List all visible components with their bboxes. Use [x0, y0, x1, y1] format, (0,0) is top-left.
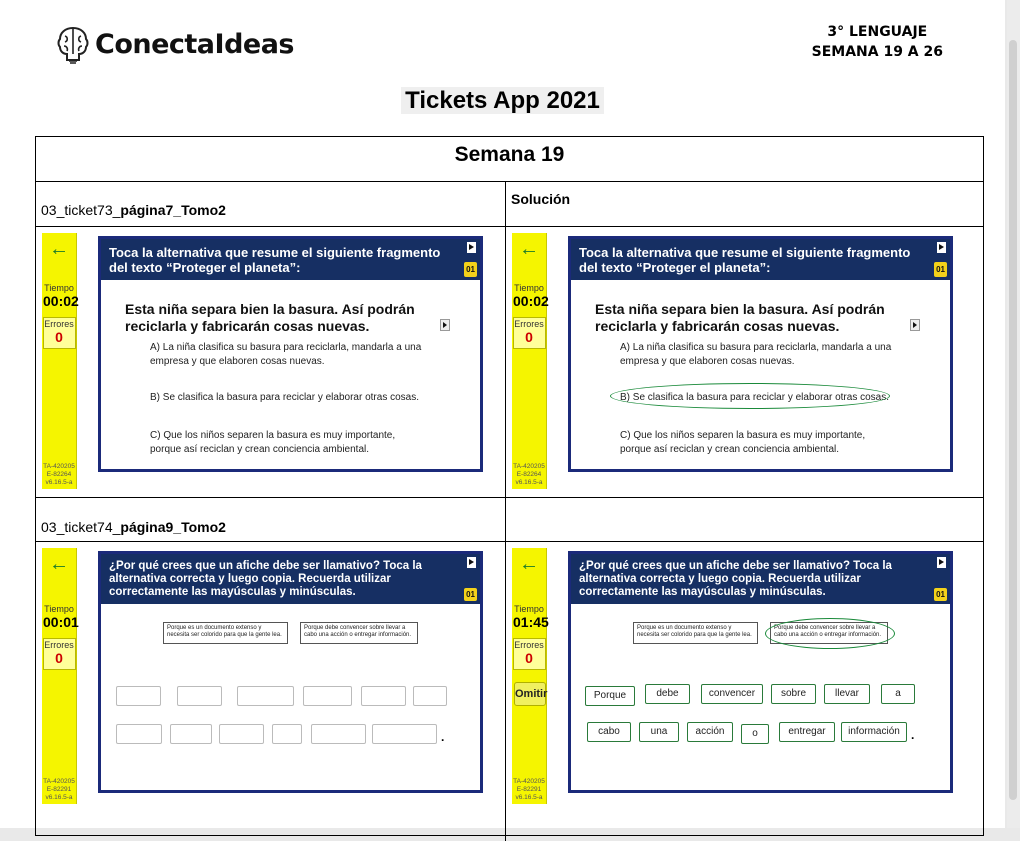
answer-slot[interactable]: [413, 686, 447, 706]
app-screenshot-solution: [512, 233, 962, 489]
answer-choice-a[interactable]: Porque es un documento extenso y necesita ser colorido para que la gente lea.: [163, 622, 288, 644]
errors-label: Errores: [514, 319, 544, 329]
brain-icon: [55, 24, 91, 64]
course-subject: 3° LENGUAJE: [827, 24, 928, 40]
answer-slot[interactable]: [219, 724, 264, 744]
app-sidebar: [42, 548, 77, 804]
passage-text: Esta niña separa bien la basura. Así podrán reciclarla y fabricarán cosas nuevas.: [125, 301, 415, 334]
errors-label: Errores: [44, 640, 74, 650]
answer-slot[interactable]: [372, 724, 437, 744]
audio-play-icon[interactable]: [937, 557, 946, 568]
word-tile[interactable]: a: [881, 684, 915, 704]
option-a[interactable]: A) La niña clasifica su basura para reciclarla, mandarla a una empresa y que elaboren cosas nuevas.: [620, 342, 892, 367]
timer-value: 00:02: [513, 293, 549, 309]
word-tile[interactable]: acción: [687, 722, 733, 742]
answer-slot[interactable]: [170, 724, 212, 744]
document-title-text: Tickets App 2021: [401, 87, 604, 114]
ticket-prefix: 03_ticket74_: [41, 519, 121, 535]
answer-slot[interactable]: [116, 724, 162, 744]
ticket-page: página9_Tomo2: [120, 519, 226, 535]
document-title: [0, 87, 1005, 115]
timer-value: 00:01: [43, 614, 79, 630]
errors-value: 0: [525, 650, 533, 666]
word-tile[interactable]: una: [639, 722, 679, 742]
word-tile[interactable]: debe: [645, 684, 690, 704]
answer-slot[interactable]: [303, 686, 352, 706]
question-frame: [98, 551, 483, 793]
option-b[interactable]: B) Se clasifica la basura para reciclar y elaborar otras cosas.: [150, 392, 420, 403]
errors-value: 0: [55, 650, 63, 666]
errors-value: 0: [55, 329, 63, 345]
option-c[interactable]: C) Que los niños separen la basura es muy importante, porque así reciclan y crean conciencia ambiental.: [150, 430, 396, 455]
correct-answer-ring: [610, 383, 890, 409]
version-info: TA-420205 E-82264 v6.16.5-a: [43, 463, 75, 486]
question-bar: [571, 554, 950, 604]
question-text: ¿Por qué crees que un afiche debe ser llamativo? Toca la alternativa correcta y luego copia. Recuerda utilizar correctamente las mayúsculas y minúsculas.: [579, 560, 892, 598]
time-label: Tiempo: [44, 283, 74, 293]
answer-slot[interactable]: [311, 724, 366, 744]
timer-value: 01:45: [513, 614, 549, 630]
question-frame: [568, 551, 953, 793]
option-a[interactable]: A) La niña clasifica su basura para reciclarla, mandarla a una empresa y que elaboren cosas nuevas.: [150, 342, 422, 367]
passage-text: Esta niña separa bien la basura. Así podrán reciclarla y fabricarán cosas nuevas.: [595, 301, 885, 334]
time-label: Tiempo: [514, 283, 544, 293]
word-tile[interactable]: convencer: [701, 684, 763, 704]
app-sidebar: [42, 233, 77, 489]
solution-label: Solución: [511, 191, 571, 207]
conectaideas-logo: [55, 20, 294, 68]
audio-play-icon[interactable]: [467, 242, 476, 253]
version-info: TA-420205 E-82291 v6.16.5-a: [513, 778, 545, 801]
app-screenshot: [42, 548, 492, 804]
tickets-table: [35, 136, 984, 836]
passage-play-icon[interactable]: [910, 319, 920, 331]
ticket-label: [41, 519, 226, 535]
word-tile[interactable]: cabo: [587, 722, 631, 742]
timer-value: 00:02: [43, 293, 79, 309]
question-text: Toca la alternativa que resume el siguiente fragmento del texto “Proteger el planeta”:: [109, 245, 441, 275]
sentence-period: .: [911, 728, 915, 742]
answer-slot[interactable]: [177, 686, 222, 706]
answer-choice-a[interactable]: Porque es un documento extenso y necesita ser colorido para que la gente lea.: [633, 622, 758, 644]
app-screenshot: [42, 233, 492, 489]
option-b[interactable]: B) Se clasifica la basura para reciclar y elaborar otras cosas.: [620, 392, 890, 403]
errors-value: 0: [525, 329, 533, 345]
ticket-page: página7_Tomo2: [120, 202, 226, 218]
coin-badge: 01: [466, 590, 475, 599]
version-info: TA-420205 E-82291 v6.16.5-a: [43, 778, 75, 801]
time-label: Tiempo: [514, 604, 544, 614]
errors-label: Errores: [514, 640, 544, 650]
question-frame: [98, 236, 483, 472]
answer-choice-b[interactable]: Porque debe convencer sobre llevar a cabo una acción o entregar información.: [300, 622, 418, 644]
logo-text: ConectaIdeas: [95, 28, 295, 60]
errors-label: Errores: [44, 319, 74, 329]
back-arrow-icon[interactable]: ←: [519, 553, 539, 575]
scrollbar-thumb[interactable]: [1009, 40, 1017, 800]
word-tile[interactable]: Porque: [585, 686, 635, 706]
back-arrow-icon[interactable]: ←: [49, 238, 69, 260]
answer-slot[interactable]: [272, 724, 302, 744]
question-text: Toca la alternativa que resume el siguiente fragmento del texto “Proteger el planeta”:: [579, 245, 911, 275]
question-bar: [571, 239, 950, 280]
word-tile[interactable]: llevar: [824, 684, 870, 704]
sentence-period: .: [441, 730, 445, 744]
question-text: ¿Por qué crees que un afiche debe ser llamativo? Toca la alternativa correcta y luego copia. Recuerda utilizar correctamente las mayúsculas y minúsculas.: [109, 560, 422, 598]
coin-badge: 01: [934, 262, 947, 277]
word-tile[interactable]: entregar: [779, 722, 835, 742]
question-frame: [568, 236, 953, 472]
version-info: TA-420205 E-82264 v6.16.5-a: [513, 463, 545, 486]
audio-play-icon[interactable]: [937, 242, 946, 253]
word-tile[interactable]: o: [741, 724, 769, 744]
correct-answer-ring: [765, 618, 895, 649]
question-bar: [101, 239, 480, 280]
coin-badge: 01: [464, 262, 477, 277]
coin-badge: 01: [936, 590, 945, 599]
app-sidebar: [512, 548, 547, 804]
answer-slot[interactable]: [361, 686, 406, 706]
app-screenshot-solution: [512, 548, 962, 804]
time-label: Tiempo: [44, 604, 74, 614]
ticket-prefix: 03_ticket73_: [41, 202, 121, 218]
ticket-label: [41, 202, 226, 218]
question-bar: [101, 554, 480, 604]
back-arrow-icon[interactable]: ←: [519, 238, 539, 260]
audio-play-icon[interactable]: [467, 557, 476, 568]
course-info: [812, 22, 943, 62]
word-tile[interactable]: información: [841, 722, 907, 742]
answer-choice-b[interactable]: Porque debe convencer sobre llevar a cabo una acción o entregar información.: [770, 622, 888, 644]
word-tile[interactable]: sobre: [771, 684, 816, 704]
answer-slot[interactable]: [237, 686, 294, 706]
answer-slot[interactable]: [116, 686, 161, 706]
week-header: Semana 19: [454, 143, 565, 166]
omit-button[interactable]: Omitir: [514, 682, 546, 706]
course-weeks: SEMANA 19 A 26: [811, 44, 943, 60]
option-c[interactable]: C) Que los niños separen la basura es muy importante, porque así reciclan y crean conciencia ambiental.: [620, 430, 866, 455]
back-arrow-icon[interactable]: ←: [49, 553, 69, 575]
passage-play-icon[interactable]: [440, 319, 450, 331]
app-sidebar: [512, 233, 547, 489]
